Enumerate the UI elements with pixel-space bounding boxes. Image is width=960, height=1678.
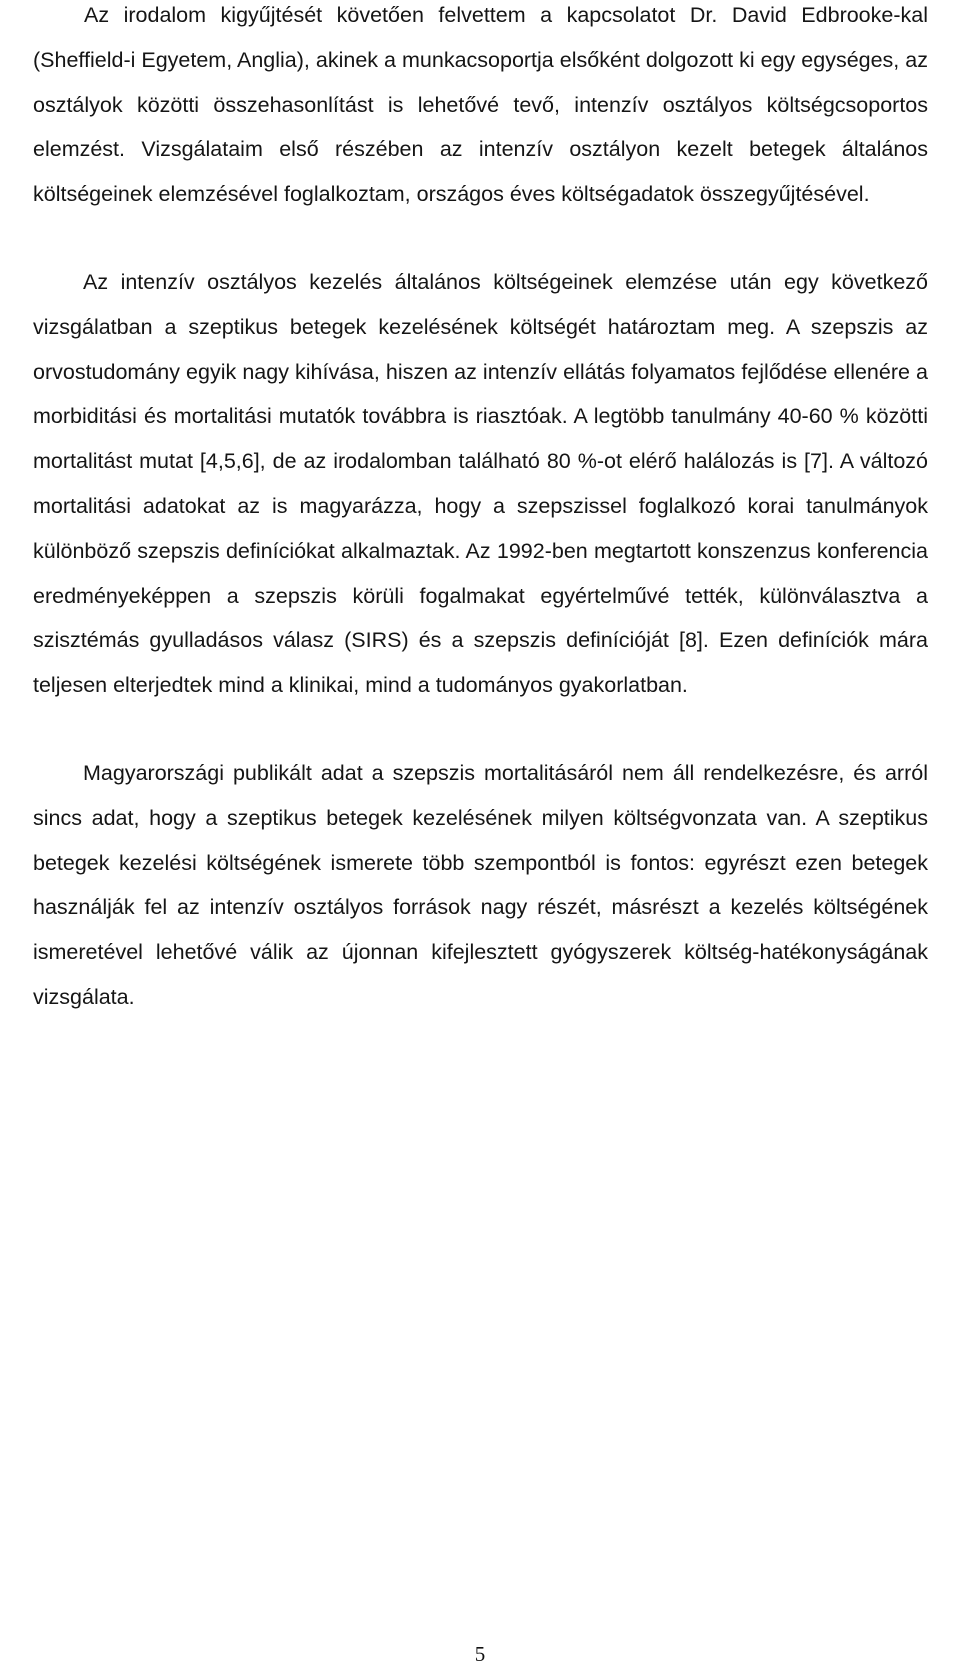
- paragraph-hungarian-sepsis-data: Magyarországi publikált adat a szepszis mortalitásáról nem áll rendelkezésre, és arról sincs adat, hogy a szeptikus betegek kezelésének milyen költségvonzata van. A szeptikus betegek kezelési költségének ismerete több szempontból is fontos: egyrészt ezen betegek használják fel az intenzív osztályos források nagy részét, másrészt a kezelés költségének ismeretével lehetővé válik az újonnan kifejlesztett gyógyszerek költség-hatékonyságának vizsgálata.: [33, 760, 928, 1009]
- body-text: [33, 0, 928, 1020]
- paragraph-literature-cost-analysis: Az irodalom kigyűjtését követően felvettem a kapcsolatot Dr. David Edbrooke-kal (Sheffield-i Egyetem, Anglia), akinek a munkacsoportja elsőként dolgozott ki egy egységes, az osztályok közötti összehasonlítást is lehetővé tevő, intenzív osztályos költségcsoportos elemzést. Vizsgálataim első részében az intenzív osztályon kezelt betegek általános költségeinek elemzésével foglalkoztam, országos éves költségadatok összegyűjtésével.: [33, 3, 928, 207]
- paragraph-sepsis-mortality: Az intenzív osztályos kezelés általános költségeinek elemzése után egy következő vizsgálatban a szeptikus betegek kezelésének költségét határoztam meg. A szepszis az orvostudomány egyik nagy kihívása, hiszen az intenzív ellátás folyamatos fejlődése ellenére a morbiditási és mortalitási mutatók továbbra is riasztóak. A legtöbb tanulmány 40-60 % közötti mortalitást mutat [4,5,6], de az irodalomban található 80 %-ot elérő halálozás is [7]. A változó mortalitási adatokat az is magyarázza, hogy a szepszissel foglalkozó korai tanulmányok különböző szepszis definíciókat alkalmaztak. Az 1992-ben megtartott konszenzus konferencia eredményeképpen a szepszis körüli fogalmakat egyértelművé tették, különválasztva a szisztémás gyulladásos válasz (SIRS) és a szepszis definícióját [8]. Ezen definíciók mára teljesen elterjedtek mind a klinikai, mind a tudományos gyakorlatban.: [33, 269, 928, 698]
- page-number: 5: [474, 1642, 486, 1666]
